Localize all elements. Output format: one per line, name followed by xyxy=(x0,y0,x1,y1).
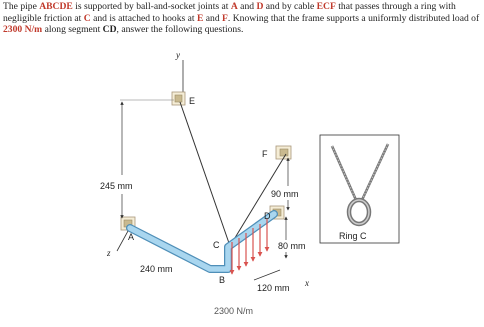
problem-text: , answer the following questions. xyxy=(116,24,244,36)
problem-text: is supported by ball-and-socket joints at xyxy=(72,1,231,12)
point-f-label: F xyxy=(262,149,268,159)
point-a-label: A xyxy=(128,232,135,242)
point-e-ref: E xyxy=(196,12,204,24)
problem-text: . Knowing that the frame supports a uniformly distributed load of xyxy=(227,12,480,24)
segment-cd-ref: CD xyxy=(102,24,117,36)
dim-90-label: 90 mm xyxy=(271,189,299,199)
pipe-name: ABCDE xyxy=(39,1,73,12)
dimension-height-e xyxy=(100,100,174,218)
wall-bracket-f xyxy=(276,146,291,159)
point-d-label: D xyxy=(264,211,271,221)
problem-text: along segment xyxy=(42,24,103,36)
dim-240-label: 240 mm xyxy=(140,264,173,274)
point-d-ref: D xyxy=(256,1,264,12)
cable-name: ECF xyxy=(316,1,336,12)
problem-text: that passes through a ring with negligible friction at xyxy=(3,1,456,24)
dimension-height-f xyxy=(271,158,299,210)
ring-c-label: Ring C xyxy=(339,231,367,241)
problem-text: and is attached to hooks at xyxy=(90,12,197,24)
point-c-label: C xyxy=(213,240,220,250)
problem-text: and xyxy=(203,12,223,24)
point-f-ref: F xyxy=(222,12,228,24)
z-axis xyxy=(106,231,128,258)
ring-c-inset xyxy=(320,135,399,243)
load-value: 2300 N/m xyxy=(3,24,43,36)
x-axis-label: x xyxy=(305,278,309,288)
y-axis-label: y xyxy=(176,50,180,60)
dimension-cd-drop xyxy=(278,217,306,258)
point-b-label: B xyxy=(219,275,226,285)
y-axis xyxy=(175,50,183,98)
problem-text: The pipe xyxy=(3,1,40,12)
dim-80-label: 80 mm xyxy=(278,241,306,251)
dim-245-label: 245 mm xyxy=(100,181,133,191)
wall-bracket-e xyxy=(172,92,185,105)
cable-ecf xyxy=(180,102,286,246)
problem-text: and by cable xyxy=(263,1,317,12)
point-a-ref: A xyxy=(230,1,238,12)
dim-120-label: 120 mm xyxy=(257,283,290,293)
problem-text: and xyxy=(237,1,257,12)
point-c-ref: C xyxy=(83,12,91,24)
load-label: 2300 N/m xyxy=(214,306,254,316)
z-axis-label: z xyxy=(107,248,111,258)
point-e-label: E xyxy=(189,96,196,106)
